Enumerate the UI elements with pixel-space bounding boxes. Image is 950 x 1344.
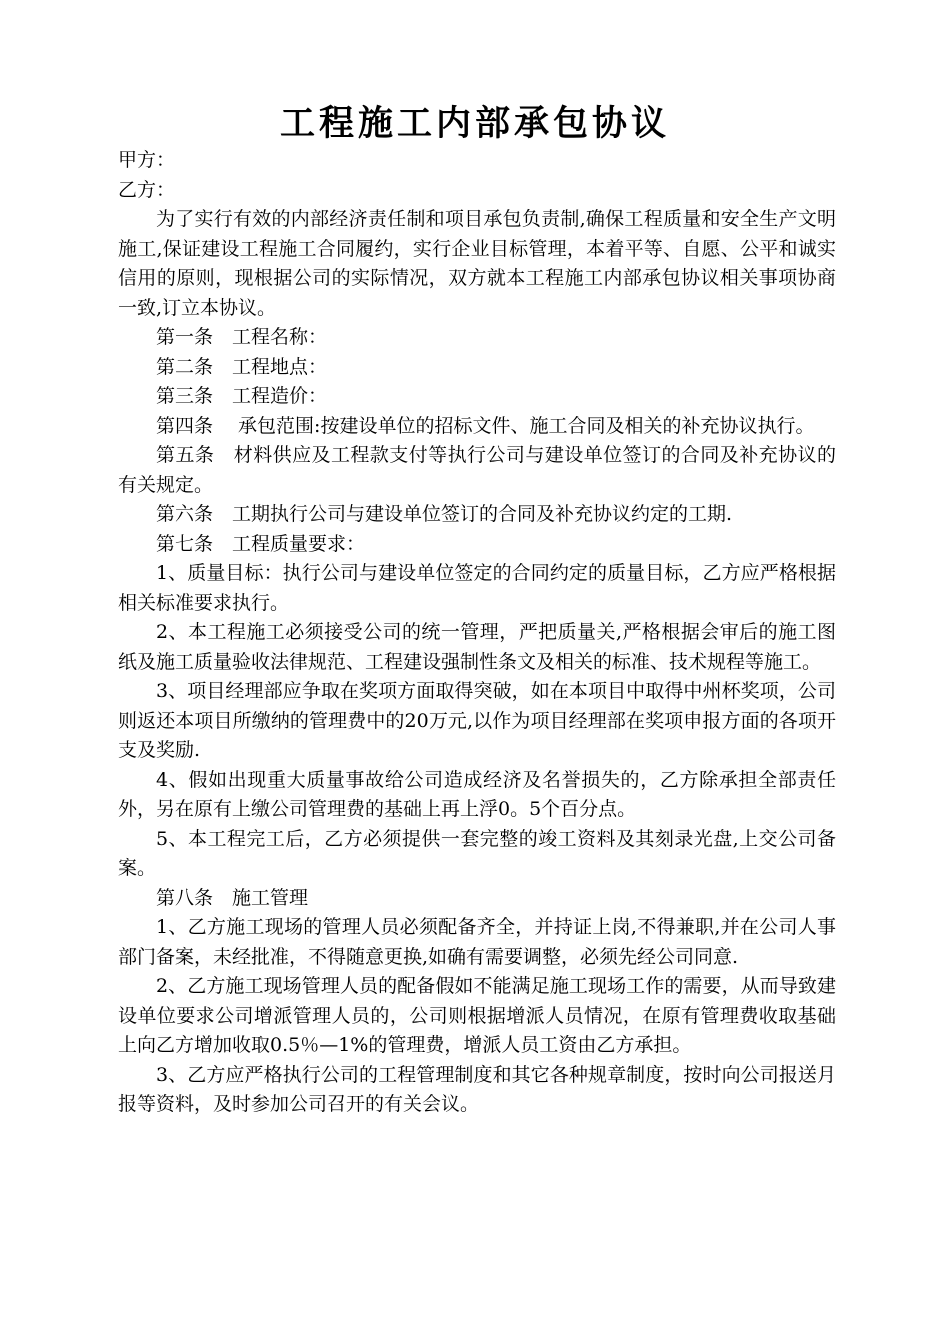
preamble-paragraph: 为了实行有效的内部经济责任制和项目承包负责制,确保工程质量和安全生产文明施工,保证建设工程施工合同履约，实行企业目标管理，本着平等、自愿、公平和诚实信用的原则，现根据公司的实际情况，双方就本工程施工内部承包协议相关事项协商一致,订立本协议。 bbox=[118, 208, 836, 319]
article-2-project-location: 第二条 工程地点： bbox=[156, 355, 328, 378]
article-7-item-3: 3、项目经理部应争取在奖项方面取得突破，如在本项目中取得中州杯奖项，公司则返还本项目所缴纳的管理费中的20万元,以作为项目经理部在奖项申报方面的各项开支及奖励. bbox=[118, 680, 836, 761]
document-body bbox=[118, 146, 836, 1120]
article-3-project-cost: 第三条 工程造价： bbox=[156, 385, 328, 407]
article-8-item-2: 2、乙方施工现场管理人员的配备假如不能满足施工现场工作的需要，从而导致建设单位要求公司增派管理人员的，公司则根据增派人员情况，在原有管理费收取基础上向乙方增加收取0.5％—1%的管理费，增派人员工资由乙方承担。 bbox=[118, 975, 836, 1056]
article-7-item-2: 2、本工程施工必须接受公司的统一管理，严把质量关,严格根据会审后的施工图纸及施工质量验收法律规范、工程建设强制性条文及相关的标准、技术规程等施工。 bbox=[118, 621, 836, 673]
article-6-schedule: 第六条 工期执行公司与建设单位签订的合同及补充协议约定的工期. bbox=[156, 503, 733, 525]
article-1-project-name: 第一条 工程名称： bbox=[156, 326, 328, 348]
article-8-item-1: 1、乙方施工现场的管理人员必须配备齐全，并持证上岗,不得兼职,并在公司人事部门备案，未经批准，不得随意更换,如确有需要调整，必须先经公司同意. bbox=[118, 916, 836, 968]
article-4-contract-scope: 第四条 承包范围:按建设单位的招标文件、施工合同及相关的补充协议执行。 bbox=[156, 414, 815, 437]
article-8-item-3: 3、乙方应严格执行公司的工程管理制度和其它各种规章制度，按时向公司报送月报等资料，及时参加公司召开的有关会议。 bbox=[118, 1063, 836, 1115]
article-7-item-4: 4、假如出现重大质量事故给公司造成经济及名誉损失的，乙方除承担全部责任外，另在原有上缴公司管理费的基础上再上浮0。5个百分点。 bbox=[118, 768, 836, 820]
article-5-materials-payment: 第五条 材料供应及工程款支付等执行公司与建设单位签订的合同及补充协议的有关规定。 bbox=[118, 444, 836, 496]
article-7-item-5: 5、本工程完工后，乙方必须提供一套完整的竣工资料及其刻录光盘,上交公司备案。 bbox=[118, 827, 836, 879]
article-7-item-1: 1、质量目标：执行公司与建设单位签定的合同约定的质量目标，乙方应严格根据相关标准要求执行。 bbox=[118, 562, 836, 614]
article-8-management-heading: 第八条 施工管理 bbox=[156, 886, 309, 909]
article-7-quality-heading: 第七条 工程质量要求： bbox=[156, 532, 366, 555]
document-title: 工程施工内部承包协议 bbox=[279, 104, 670, 144]
party-b-line: 乙方： bbox=[118, 178, 176, 201]
party-a-line: 甲方： bbox=[118, 149, 176, 171]
